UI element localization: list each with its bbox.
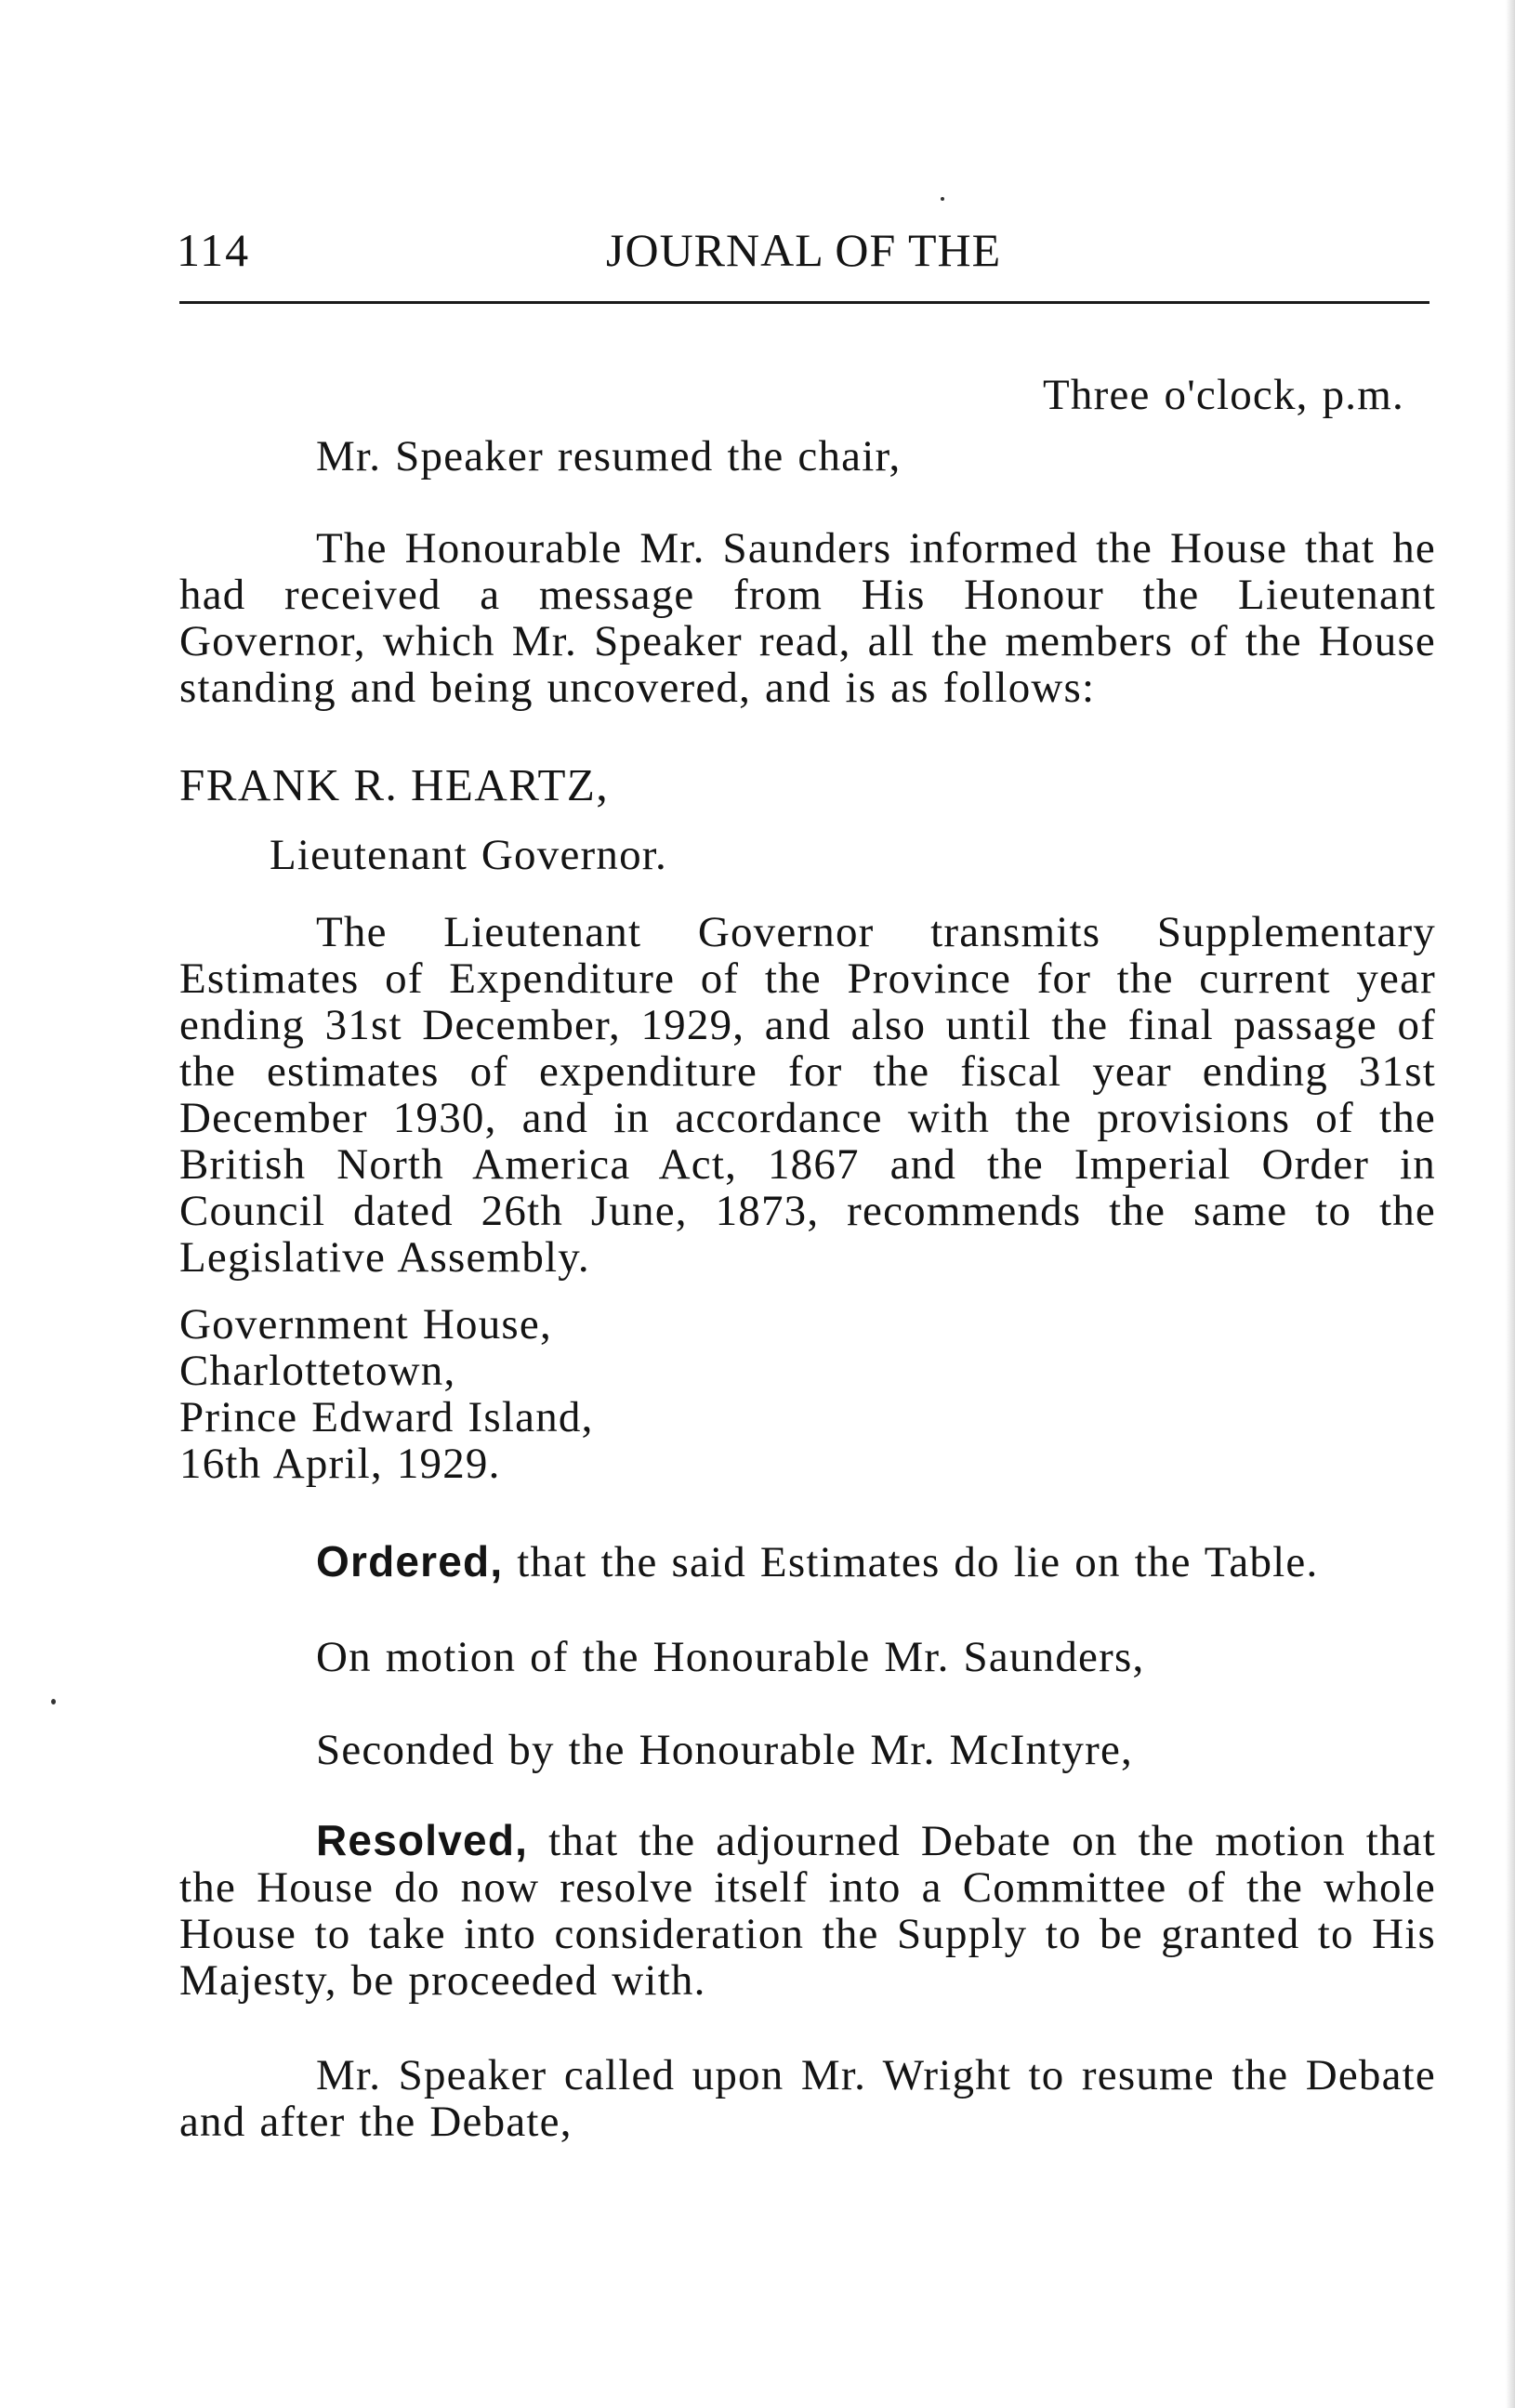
page-edge-shadow: [1506, 0, 1515, 2408]
seconded-line: Seconded by the Honourable Mr. McIntyre,: [316, 1726, 1133, 1774]
resolved-paragraph: [179, 1817, 1436, 2004]
page-number: 114: [177, 224, 251, 276]
scan-speck: [941, 197, 944, 201]
message-body-paragraph: The Lieutenant Governor transmits Supplementary Estimates of Expenditure of the Province for the current year ending 31st December, 1929, and also until the final passage of the estimates of expenditure for the fiscal year ending 31st December 1930, and in accordance with the provisions of the British North America Act, 1867 and the Imperial Order in Council dated 26th June, 1873, recommends the same to the Legislative Assembly.: [179, 908, 1436, 1282]
signatory-name: FRANK R. HEARTZ,: [179, 759, 610, 810]
ordered-paragraph: [316, 1538, 1318, 1586]
speaker-resumed: Mr. Speaker resumed the chair,: [316, 432, 902, 480]
motion-line: On motion of the Honourable Mr. Saunders,: [316, 1633, 1145, 1681]
message-intro-paragraph: The Honourable Mr. Saunders informed the House that he had received a message from His Honour the Lieutenant Governor, which Mr. Speaker read, all the members of the House standing and being uncovered, and is as follows:: [179, 524, 1436, 712]
resolved-label: Resolved,: [316, 1816, 529, 1864]
scan-speck: [51, 1699, 56, 1704]
speaker-called-paragraph: Mr. Speaker called upon Mr. Wright to resume the Debate and after the Debate,: [179, 2051, 1436, 2146]
signatory-title: Lieutenant Governor.: [270, 831, 667, 879]
ordered-text: that the said Estimates do lie on the Table.: [517, 1538, 1319, 1586]
page-header: [177, 223, 1431, 288]
header-rule: [179, 301, 1429, 304]
address-line: 16th April, 1929.: [179, 1440, 501, 1488]
running-head: JOURNAL OF THE: [606, 224, 1002, 276]
address-block: [179, 1301, 594, 1487]
ordered-label: Ordered,: [316, 1537, 504, 1586]
resolved-text: that the adjourned Debate on the motion that the House do now resolve itself into a Committee of the whole House to take into consideration the Supply to be granted to His Majesty, be proceeded with.: [179, 1817, 1436, 2005]
time-line: Three o'clock, p.m.: [1043, 371, 1404, 419]
address-line: Prince Edward Island,: [179, 1393, 594, 1441]
address-line: Government House,: [179, 1300, 552, 1349]
address-line: Charlottetown,: [179, 1347, 456, 1395]
